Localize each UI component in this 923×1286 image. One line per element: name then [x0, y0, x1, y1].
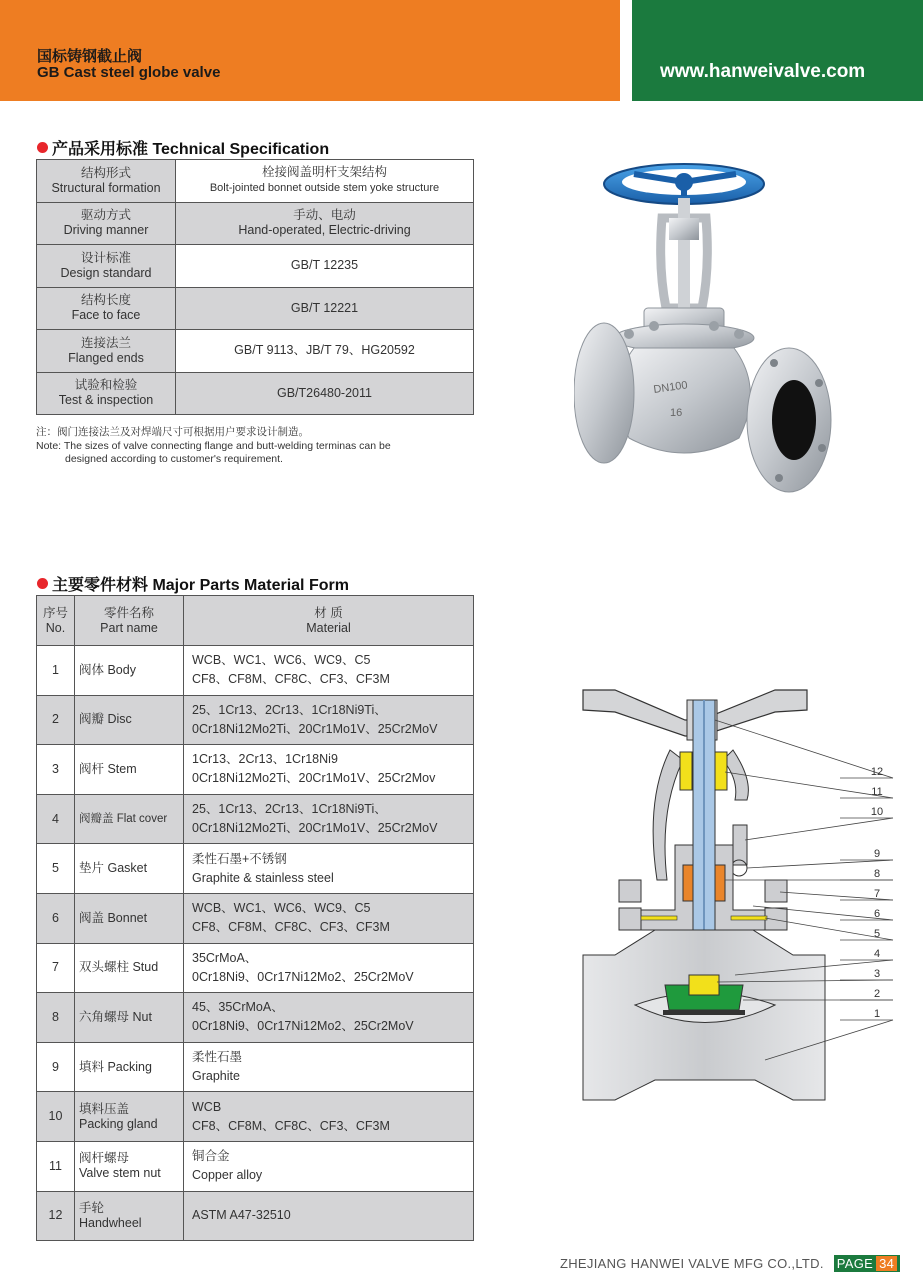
diagram-label: 4	[873, 948, 881, 960]
part-no: 9	[37, 1042, 75, 1092]
part-name: 阀盖 Bonnet	[75, 893, 184, 943]
diagram-label: 9	[873, 848, 881, 860]
part-name: 阀体 Body	[75, 646, 184, 696]
diagram-label: 1	[873, 1008, 881, 1020]
table-row	[37, 794, 474, 844]
diagram-label: 6	[873, 908, 881, 920]
table-row	[37, 160, 474, 203]
header-green-band	[632, 0, 923, 101]
col-header-material: 材 质 Material	[184, 596, 474, 646]
diagram-label: 8	[873, 868, 881, 880]
part-material: 柔性石墨 Graphite	[184, 1042, 474, 1092]
spec-label: 驱动方式 Driving manner	[37, 202, 176, 245]
col-header-name: 零件名称 Part name	[75, 596, 184, 646]
spec-value: GB/T 12235	[176, 245, 474, 288]
part-no: 2	[37, 695, 75, 745]
part-material: 25、1Cr13、2Cr13、1Cr18Ni9Ti、 0Cr18Ni12Mo2Ti、20Cr1Mo1V、25Cr2MoV	[184, 695, 474, 745]
note-en-line2: designed according to customer's requirement.	[65, 453, 283, 465]
spec-label: 结构长度 Face to face	[37, 287, 176, 330]
spec-label: 连接法兰 Flanged ends	[37, 330, 176, 373]
diagram-label: 12	[870, 766, 884, 778]
table-header-row	[37, 596, 474, 646]
diagram-label: 11	[871, 786, 883, 798]
photo-pn-mark: 16	[670, 407, 683, 419]
part-no: 10	[37, 1092, 75, 1142]
table-row	[37, 993, 474, 1043]
spec-value: GB/T 9113、JB/T 79、HG20592	[176, 330, 474, 373]
diagram-label: 3	[873, 968, 881, 980]
valve-section-diagram	[575, 680, 900, 1112]
table-row	[37, 646, 474, 696]
table-row	[37, 287, 474, 330]
table-row	[37, 1141, 474, 1191]
table-row	[37, 1042, 474, 1092]
bullet-dot-icon	[37, 578, 48, 589]
spec-value: GB/T 12221	[176, 287, 474, 330]
footer-company: ZHEJIANG HANWEI VALVE MFG CO.,LTD.	[560, 1256, 824, 1271]
part-no: 7	[37, 943, 75, 993]
part-material: ASTM A47-32510	[184, 1191, 474, 1241]
page-title-cn: 国标铸钢截止阀	[37, 48, 143, 65]
table-row	[37, 844, 474, 894]
table-row	[37, 372, 474, 415]
table-row	[37, 893, 474, 943]
photo-dn-mark: DN100	[652, 379, 689, 396]
page-badge	[834, 1255, 900, 1272]
part-name: 阀杆 Stem	[75, 745, 184, 795]
part-material: 柔性石墨+不锈钢 Graphite & stainless steel	[184, 844, 474, 894]
parts-section-title	[37, 572, 349, 595]
spec-section-title-text: 产品采用标准 Technical Specification	[52, 141, 330, 158]
valve-photo	[574, 158, 834, 503]
part-name: 阀瓣盖 Flat cover	[75, 794, 184, 844]
part-name: 阀杆螺母 Valve stem nut	[75, 1141, 184, 1191]
page-label: PAGE	[836, 1256, 874, 1271]
diagram-label: 7	[873, 888, 881, 900]
table-row	[37, 943, 474, 993]
part-no: 1	[37, 646, 75, 696]
spec-value: 栓接阀盖明杆支架结构 Bolt-jointed bonnet outside stem yoke structure	[176, 160, 474, 203]
part-material: 25、1Cr13、2Cr13、1Cr18Ni9Ti、 0Cr18Ni12Mo2Ti、20Cr1Mo1V、25Cr2MoV	[184, 794, 474, 844]
spec-label: 结构形式 Structural formation	[37, 160, 176, 203]
page-number: 34	[876, 1256, 897, 1271]
part-material: 1Cr13、2Cr13、1Cr18Ni9 0Cr18Ni12Mo2Ti、20Cr1Mo1V、25Cr2Mov	[184, 745, 474, 795]
part-no: 5	[37, 844, 75, 894]
part-name: 双头螺柱 Stud	[75, 943, 184, 993]
table-row	[37, 1092, 474, 1142]
part-no: 3	[37, 745, 75, 795]
diagram-label: 10	[870, 806, 884, 818]
spec-section-title	[37, 136, 329, 159]
note-en-line1: Note: The sizes of valve connecting flange and butt-welding terminas can be	[36, 439, 391, 452]
table-row	[37, 330, 474, 373]
table-row	[37, 745, 474, 795]
part-name: 六角螺母 Nut	[75, 993, 184, 1043]
col-header-no: 序号 No.	[37, 596, 75, 646]
part-name: 手轮 Handwheel	[75, 1191, 184, 1241]
spec-table	[36, 159, 474, 415]
page-title-en: GB Cast steel globe valve	[37, 64, 221, 81]
table-row	[37, 202, 474, 245]
part-no: 4	[37, 794, 75, 844]
part-material: WCB CF8、CF8M、CF8C、CF3、CF3M	[184, 1092, 474, 1142]
part-no: 6	[37, 893, 75, 943]
note-cn: 注：阀门连接法兰及对焊端尺寸可根据用户要求设计制造。	[36, 426, 309, 438]
part-material: WCB、WC1、WC6、WC9、C5 CF8、CF8M、CF8C、CF3、CF3M	[184, 646, 474, 696]
diagram-label: 2	[873, 988, 881, 1000]
spec-value: GB/T26480-2011	[176, 372, 474, 415]
parts-section-title-text: 主要零件材料 Major Parts Material Form	[52, 577, 349, 594]
part-name: 填料 Packing	[75, 1042, 184, 1092]
footer	[560, 1255, 900, 1272]
part-name: 阀瓣 Disc	[75, 695, 184, 745]
part-material: WCB、WC1、WC6、WC9、C5 CF8、CF8M、CF8C、CF3、CF3M	[184, 893, 474, 943]
part-name: 填料压盖 Packing gland	[75, 1092, 184, 1142]
bullet-dot-icon	[37, 142, 48, 153]
spec-note	[36, 426, 391, 467]
part-material: 铜合金 Copper alloy	[184, 1141, 474, 1191]
part-name: 垫片 Gasket	[75, 844, 184, 894]
part-material: 45、35CrMoA、 0Cr18Ni9、0Cr17Ni12Mo2、25Cr2MoV	[184, 993, 474, 1043]
spec-label: 试验和检验 Test & inspection	[37, 372, 176, 415]
part-material: 35CrMoA、 0Cr18Ni9、0Cr17Ni12Mo2、25Cr2MoV	[184, 943, 474, 993]
table-row	[37, 245, 474, 288]
table-row	[37, 695, 474, 745]
part-no: 12	[37, 1191, 75, 1241]
table-row	[37, 1191, 474, 1241]
diagram-label: 5	[873, 928, 881, 940]
part-no: 8	[37, 993, 75, 1043]
spec-value: 手动、电动 Hand-operated, Electric-driving	[176, 202, 474, 245]
website-url[interactable]: www.hanweivalve.com	[660, 61, 866, 82]
parts-table	[36, 595, 474, 1241]
spec-label: 设计标准 Design standard	[37, 245, 176, 288]
part-no: 11	[37, 1141, 75, 1191]
